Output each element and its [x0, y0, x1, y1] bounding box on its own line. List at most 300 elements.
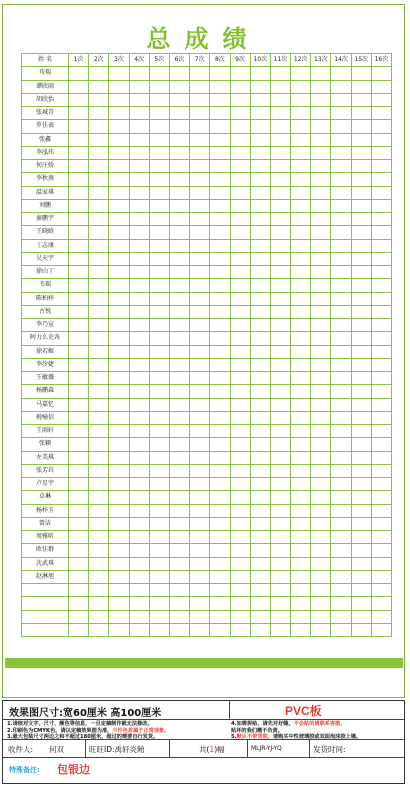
score-cell[interactable] — [351, 133, 371, 146]
score-cell[interactable] — [371, 557, 391, 570]
score-cell[interactable] — [109, 266, 129, 279]
score-cell[interactable] — [89, 531, 109, 544]
score-cell[interactable] — [250, 107, 270, 120]
score-cell[interactable] — [169, 266, 189, 279]
score-cell[interactable] — [129, 93, 149, 106]
score-cell[interactable] — [230, 345, 250, 358]
score-cell[interactable] — [169, 464, 189, 477]
score-cell[interactable] — [109, 610, 129, 623]
score-cell[interactable] — [190, 570, 210, 583]
score-cell[interactable] — [331, 584, 351, 597]
score-cell[interactable] — [190, 133, 210, 146]
score-cell[interactable] — [89, 372, 109, 385]
score-cell[interactable] — [109, 451, 129, 464]
score-cell[interactable] — [169, 398, 189, 411]
score-cell[interactable] — [351, 491, 371, 504]
score-cell[interactable] — [69, 584, 89, 597]
score-cell[interactable] — [351, 67, 371, 80]
score-cell[interactable] — [371, 597, 391, 610]
score-cell[interactable] — [129, 199, 149, 212]
score-cell[interactable] — [351, 425, 371, 438]
score-cell[interactable] — [69, 173, 89, 186]
score-cell[interactable] — [190, 226, 210, 239]
score-cell[interactable] — [270, 610, 290, 623]
score-cell[interactable] — [230, 438, 250, 451]
score-cell[interactable] — [149, 266, 169, 279]
score-cell[interactable] — [169, 372, 189, 385]
score-cell[interactable] — [230, 120, 250, 133]
score-cell[interactable] — [371, 385, 391, 398]
score-cell[interactable] — [210, 319, 230, 332]
score-cell[interactable] — [210, 305, 230, 318]
score-cell[interactable] — [311, 345, 331, 358]
score-cell[interactable] — [89, 252, 109, 265]
score-cell[interactable] — [371, 305, 391, 318]
score-cell[interactable] — [230, 358, 250, 371]
score-cell[interactable] — [331, 305, 351, 318]
score-cell[interactable] — [169, 504, 189, 517]
score-cell[interactable] — [149, 133, 169, 146]
score-cell[interactable] — [270, 372, 290, 385]
score-cell[interactable] — [270, 120, 290, 133]
score-cell[interactable] — [89, 623, 109, 636]
score-cell[interactable] — [331, 438, 351, 451]
score-cell[interactable] — [89, 279, 109, 292]
score-cell[interactable] — [351, 199, 371, 212]
score-cell[interactable] — [311, 570, 331, 583]
score-cell[interactable] — [291, 252, 311, 265]
score-cell[interactable] — [149, 358, 169, 371]
score-cell[interactable] — [69, 504, 89, 517]
score-cell[interactable] — [371, 425, 391, 438]
score-cell[interactable] — [371, 266, 391, 279]
score-cell[interactable] — [109, 133, 129, 146]
score-cell[interactable] — [190, 398, 210, 411]
score-cell[interactable] — [129, 557, 149, 570]
score-cell[interactable] — [69, 451, 89, 464]
score-cell[interactable] — [291, 557, 311, 570]
score-cell[interactable] — [210, 425, 230, 438]
score-cell[interactable] — [230, 478, 250, 491]
score-cell[interactable] — [351, 411, 371, 424]
score-cell[interactable] — [210, 160, 230, 173]
score-cell[interactable] — [230, 491, 250, 504]
score-cell[interactable] — [190, 199, 210, 212]
score-cell[interactable] — [250, 584, 270, 597]
score-cell[interactable] — [230, 623, 250, 636]
score-cell[interactable] — [149, 504, 169, 517]
score-cell[interactable] — [169, 438, 189, 451]
score-cell[interactable] — [149, 438, 169, 451]
score-cell[interactable] — [250, 345, 270, 358]
score-cell[interactable] — [331, 107, 351, 120]
score-cell[interactable] — [190, 557, 210, 570]
score-cell[interactable] — [129, 133, 149, 146]
score-cell[interactable] — [270, 398, 290, 411]
score-cell[interactable] — [311, 385, 331, 398]
score-cell[interactable] — [311, 398, 331, 411]
score-cell[interactable] — [291, 411, 311, 424]
score-cell[interactable] — [351, 80, 371, 93]
score-cell[interactable] — [109, 504, 129, 517]
score-cell[interactable] — [351, 438, 371, 451]
score-cell[interactable] — [230, 597, 250, 610]
score-cell[interactable] — [230, 425, 250, 438]
score-cell[interactable] — [129, 345, 149, 358]
score-cell[interactable] — [291, 146, 311, 159]
score-cell[interactable] — [270, 266, 290, 279]
score-cell[interactable] — [149, 491, 169, 504]
score-cell[interactable] — [351, 345, 371, 358]
score-cell[interactable] — [89, 570, 109, 583]
score-cell[interactable] — [210, 570, 230, 583]
score-cell[interactable] — [291, 345, 311, 358]
score-cell[interactable] — [270, 597, 290, 610]
score-cell[interactable] — [169, 146, 189, 159]
score-cell[interactable] — [149, 451, 169, 464]
score-cell[interactable] — [331, 478, 351, 491]
score-cell[interactable] — [109, 557, 129, 570]
score-cell[interactable] — [371, 199, 391, 212]
score-cell[interactable] — [190, 146, 210, 159]
score-cell[interactable] — [149, 186, 169, 199]
score-cell[interactable] — [169, 93, 189, 106]
score-cell[interactable] — [351, 451, 371, 464]
score-cell[interactable] — [169, 107, 189, 120]
score-cell[interactable] — [351, 584, 371, 597]
score-cell[interactable] — [149, 557, 169, 570]
score-cell[interactable] — [129, 173, 149, 186]
score-cell[interactable] — [311, 332, 331, 345]
score-cell[interactable] — [149, 544, 169, 557]
score-cell[interactable] — [331, 451, 351, 464]
score-cell[interactable] — [149, 305, 169, 318]
score-cell[interactable] — [311, 491, 331, 504]
score-cell[interactable] — [291, 517, 311, 530]
score-cell[interactable] — [230, 160, 250, 173]
score-cell[interactable] — [371, 531, 391, 544]
score-cell[interactable] — [149, 425, 169, 438]
score-cell[interactable] — [371, 80, 391, 93]
score-cell[interactable] — [351, 557, 371, 570]
score-cell[interactable] — [210, 67, 230, 80]
score-cell[interactable] — [69, 213, 89, 226]
score-cell[interactable] — [190, 504, 210, 517]
score-cell[interactable] — [169, 544, 189, 557]
score-cell[interactable] — [331, 160, 351, 173]
score-cell[interactable] — [169, 623, 189, 636]
score-cell[interactable] — [270, 332, 290, 345]
score-cell[interactable] — [129, 146, 149, 159]
score-cell[interactable] — [331, 213, 351, 226]
score-cell[interactable] — [190, 372, 210, 385]
score-cell[interactable] — [351, 358, 371, 371]
score-cell[interactable] — [89, 517, 109, 530]
score-cell[interactable] — [291, 67, 311, 80]
score-cell[interactable] — [250, 319, 270, 332]
score-cell[interactable] — [371, 398, 391, 411]
score-cell[interactable] — [291, 319, 311, 332]
score-cell[interactable] — [270, 478, 290, 491]
score-cell[interactable] — [351, 292, 371, 305]
score-cell[interactable] — [69, 517, 89, 530]
score-cell[interactable] — [311, 107, 331, 120]
score-cell[interactable] — [210, 252, 230, 265]
score-cell[interactable] — [129, 531, 149, 544]
score-cell[interactable] — [169, 120, 189, 133]
score-cell[interactable] — [291, 226, 311, 239]
score-cell[interactable] — [109, 292, 129, 305]
score-cell[interactable] — [371, 464, 391, 477]
score-cell[interactable] — [291, 239, 311, 252]
score-cell[interactable] — [230, 544, 250, 557]
score-cell[interactable] — [89, 438, 109, 451]
score-cell[interactable] — [250, 305, 270, 318]
score-cell[interactable] — [109, 252, 129, 265]
score-cell[interactable] — [109, 107, 129, 120]
score-cell[interactable] — [89, 385, 109, 398]
score-cell[interactable] — [129, 451, 149, 464]
score-cell[interactable] — [210, 504, 230, 517]
score-cell[interactable] — [169, 610, 189, 623]
score-cell[interactable] — [89, 544, 109, 557]
score-cell[interactable] — [169, 239, 189, 252]
score-cell[interactable] — [210, 372, 230, 385]
score-cell[interactable] — [129, 305, 149, 318]
score-cell[interactable] — [331, 199, 351, 212]
score-cell[interactable] — [210, 133, 230, 146]
score-cell[interactable] — [371, 517, 391, 530]
score-cell[interactable] — [371, 319, 391, 332]
score-cell[interactable] — [250, 411, 270, 424]
score-cell[interactable] — [69, 597, 89, 610]
score-cell[interactable] — [109, 411, 129, 424]
score-cell[interactable] — [129, 358, 149, 371]
score-cell[interactable] — [89, 345, 109, 358]
score-cell[interactable] — [351, 597, 371, 610]
score-cell[interactable] — [230, 226, 250, 239]
score-cell[interactable] — [190, 332, 210, 345]
score-cell[interactable] — [190, 584, 210, 597]
score-cell[interactable] — [291, 292, 311, 305]
score-cell[interactable] — [351, 504, 371, 517]
score-cell[interactable] — [210, 610, 230, 623]
score-cell[interactable] — [89, 597, 109, 610]
score-cell[interactable] — [371, 279, 391, 292]
score-cell[interactable] — [149, 173, 169, 186]
score-cell[interactable] — [250, 160, 270, 173]
score-cell[interactable] — [311, 266, 331, 279]
score-cell[interactable] — [331, 67, 351, 80]
score-cell[interactable] — [169, 226, 189, 239]
score-cell[interactable] — [311, 464, 331, 477]
score-cell[interactable] — [250, 279, 270, 292]
score-cell[interactable] — [210, 531, 230, 544]
score-cell[interactable] — [230, 531, 250, 544]
score-cell[interactable] — [89, 464, 109, 477]
score-cell[interactable] — [311, 358, 331, 371]
score-cell[interactable] — [69, 292, 89, 305]
score-cell[interactable] — [210, 478, 230, 491]
score-cell[interactable] — [311, 610, 331, 623]
score-cell[interactable] — [149, 478, 169, 491]
score-cell[interactable] — [230, 239, 250, 252]
score-cell[interactable] — [291, 358, 311, 371]
score-cell[interactable] — [331, 517, 351, 530]
score-cell[interactable] — [230, 504, 250, 517]
score-cell[interactable] — [69, 610, 89, 623]
score-cell[interactable] — [210, 345, 230, 358]
score-cell[interactable] — [351, 120, 371, 133]
score-cell[interactable] — [291, 120, 311, 133]
score-cell[interactable] — [291, 279, 311, 292]
score-cell[interactable] — [291, 478, 311, 491]
score-cell[interactable] — [109, 279, 129, 292]
score-cell[interactable] — [371, 160, 391, 173]
score-cell[interactable] — [331, 146, 351, 159]
score-cell[interactable] — [210, 292, 230, 305]
score-cell[interactable] — [351, 173, 371, 186]
score-cell[interactable] — [270, 160, 290, 173]
score-cell[interactable] — [169, 279, 189, 292]
score-cell[interactable] — [311, 133, 331, 146]
score-cell[interactable] — [351, 623, 371, 636]
score-cell[interactable] — [210, 438, 230, 451]
score-cell[interactable] — [230, 146, 250, 159]
score-cell[interactable] — [89, 319, 109, 332]
score-cell[interactable] — [250, 531, 270, 544]
score-cell[interactable] — [250, 491, 270, 504]
score-cell[interactable] — [149, 623, 169, 636]
score-cell[interactable] — [149, 385, 169, 398]
score-cell[interactable] — [129, 226, 149, 239]
score-cell[interactable] — [351, 160, 371, 173]
score-cell[interactable] — [250, 213, 270, 226]
score-cell[interactable] — [371, 610, 391, 623]
score-cell[interactable] — [331, 385, 351, 398]
score-cell[interactable] — [250, 67, 270, 80]
score-cell[interactable] — [129, 252, 149, 265]
score-cell[interactable] — [169, 67, 189, 80]
score-cell[interactable] — [210, 213, 230, 226]
score-cell[interactable] — [351, 570, 371, 583]
score-cell[interactable] — [230, 305, 250, 318]
score-cell[interactable] — [109, 120, 129, 133]
score-cell[interactable] — [230, 385, 250, 398]
score-cell[interactable] — [331, 358, 351, 371]
score-cell[interactable] — [270, 584, 290, 597]
score-cell[interactable] — [331, 93, 351, 106]
score-cell[interactable] — [270, 319, 290, 332]
score-cell[interactable] — [109, 146, 129, 159]
score-cell[interactable] — [351, 398, 371, 411]
score-cell[interactable] — [371, 584, 391, 597]
score-cell[interactable] — [169, 478, 189, 491]
score-cell[interactable] — [190, 358, 210, 371]
score-cell[interactable] — [149, 279, 169, 292]
score-cell[interactable] — [351, 464, 371, 477]
score-cell[interactable] — [190, 107, 210, 120]
score-cell[interactable] — [190, 279, 210, 292]
score-cell[interactable] — [311, 279, 331, 292]
score-cell[interactable] — [109, 160, 129, 173]
score-cell[interactable] — [351, 610, 371, 623]
score-cell[interactable] — [311, 239, 331, 252]
score-cell[interactable] — [291, 372, 311, 385]
score-cell[interactable] — [230, 398, 250, 411]
score-cell[interactable] — [371, 372, 391, 385]
score-cell[interactable] — [149, 398, 169, 411]
score-cell[interactable] — [210, 398, 230, 411]
score-cell[interactable] — [371, 239, 391, 252]
score-cell[interactable] — [129, 478, 149, 491]
score-cell[interactable] — [210, 544, 230, 557]
score-cell[interactable] — [210, 623, 230, 636]
score-cell[interactable] — [250, 504, 270, 517]
score-cell[interactable] — [291, 425, 311, 438]
score-cell[interactable] — [149, 107, 169, 120]
score-cell[interactable] — [291, 610, 311, 623]
score-cell[interactable] — [190, 597, 210, 610]
score-cell[interactable] — [291, 464, 311, 477]
score-cell[interactable] — [230, 319, 250, 332]
score-cell[interactable] — [210, 464, 230, 477]
score-cell[interactable] — [109, 478, 129, 491]
score-cell[interactable] — [210, 358, 230, 371]
score-cell[interactable] — [291, 385, 311, 398]
score-cell[interactable] — [371, 451, 391, 464]
score-cell[interactable] — [89, 451, 109, 464]
score-cell[interactable] — [250, 464, 270, 477]
score-cell[interactable] — [89, 226, 109, 239]
score-cell[interactable] — [169, 160, 189, 173]
score-cell[interactable] — [69, 411, 89, 424]
score-cell[interactable] — [190, 623, 210, 636]
score-cell[interactable] — [169, 186, 189, 199]
score-cell[interactable] — [230, 292, 250, 305]
score-cell[interactable] — [69, 464, 89, 477]
score-cell[interactable] — [331, 504, 351, 517]
score-cell[interactable] — [351, 146, 371, 159]
score-cell[interactable] — [250, 544, 270, 557]
score-cell[interactable] — [89, 332, 109, 345]
score-cell[interactable] — [250, 557, 270, 570]
score-cell[interactable] — [129, 266, 149, 279]
score-cell[interactable] — [69, 345, 89, 358]
score-cell[interactable] — [230, 279, 250, 292]
score-cell[interactable] — [89, 239, 109, 252]
score-cell[interactable] — [149, 584, 169, 597]
score-cell[interactable] — [129, 398, 149, 411]
score-cell[interactable] — [129, 438, 149, 451]
score-cell[interactable] — [311, 557, 331, 570]
score-cell[interactable] — [230, 332, 250, 345]
score-cell[interactable] — [331, 531, 351, 544]
score-cell[interactable] — [291, 213, 311, 226]
score-cell[interactable] — [89, 398, 109, 411]
score-cell[interactable] — [331, 319, 351, 332]
score-cell[interactable] — [230, 411, 250, 424]
score-cell[interactable] — [351, 319, 371, 332]
score-cell[interactable] — [109, 398, 129, 411]
score-cell[interactable] — [69, 478, 89, 491]
score-cell[interactable] — [291, 544, 311, 557]
score-cell[interactable] — [69, 332, 89, 345]
score-cell[interactable] — [270, 451, 290, 464]
score-cell[interactable] — [351, 305, 371, 318]
score-cell[interactable] — [311, 544, 331, 557]
score-cell[interactable] — [69, 305, 89, 318]
